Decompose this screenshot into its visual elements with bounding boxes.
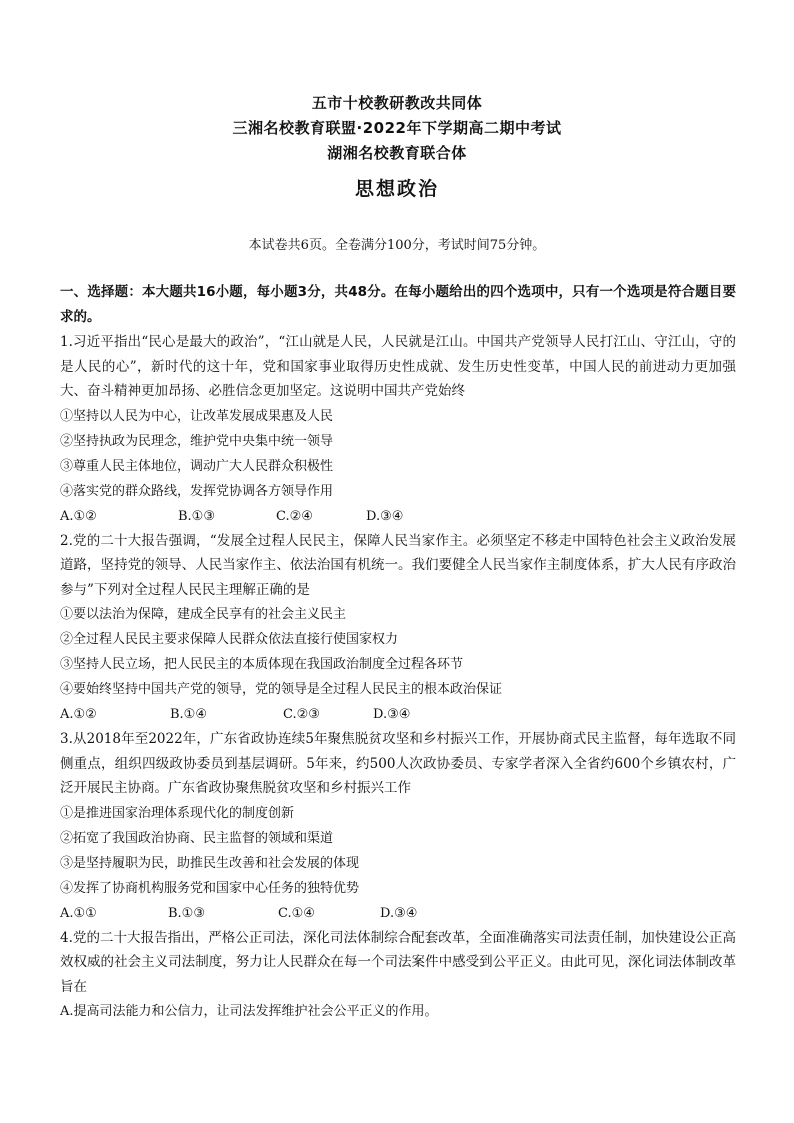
choice-d: D.③④ bbox=[380, 905, 418, 921]
header-line-3: 湖湘名校教育联合体 bbox=[327, 144, 467, 162]
choice-b: B.①④ bbox=[170, 707, 207, 722]
exam-body bbox=[60, 280, 736, 1024]
question-stem: 1.习近平指出“民心是最大的政治”，“江山就是人民，人民就是江山。中国共产党领导人民打江山、守江山，守的是人民的心”，新时代的这十年，党和国家事业取得历史性成就、发生历史性变革，中国人民的前进动力更加强大、奋斗精神更加昂扬、必胜信念更加坚定。这说明中国共产党始终 bbox=[60, 334, 736, 399]
choice-b: B.①③ bbox=[168, 905, 205, 921]
statement-option: ①坚持以人民为中心，让改革发展成果惠及人民 bbox=[60, 408, 334, 424]
statement-option: ③尊重人民主体地位，调动广大人民群众积极性 bbox=[60, 458, 334, 474]
statement-option: ②全过程人民民主要求保障人民群众依法直接行使国家权力 bbox=[60, 632, 399, 647]
question-stem: 2.党的二十大报告强调，“发展全过程人民民主，保障人民当家作主。必须坚定不移走中国特色社会主义政治发展道路，坚持党的领导、人民当家作主、依法治国有机统一。我们要健全人民当家作主制度体系，扩大人民有序政治参与”下列对全过程人民民主理解正确的是 bbox=[60, 532, 736, 598]
statement-option: ③是坚持履职为民，助推民生改善和社会发展的体现 bbox=[60, 855, 360, 871]
choice-d: D.③④ bbox=[366, 508, 404, 524]
choice-a-full: A.提高司法能力和公信力，让司法发挥维护社会公平正义的作用。 bbox=[60, 1004, 438, 1019]
choice-a: A.①① bbox=[60, 905, 97, 921]
answer-choices bbox=[60, 702, 736, 727]
subject-title: 思想政治 bbox=[354, 178, 439, 200]
header-line-1: 五市十校教研教改共同体 bbox=[311, 94, 483, 112]
question-1 bbox=[60, 330, 736, 529]
choice-b: B.①③ bbox=[178, 508, 215, 524]
section-title: 一、选择题：本大题共16小题，每小题3分，共48分。在每小题给出的四个选项中，只有一个选项是符合题目要求的。 bbox=[60, 284, 736, 325]
statement-option: ④落实党的群众路线，发挥党协调各方领导作用 bbox=[60, 483, 334, 499]
answer-choices bbox=[60, 901, 736, 926]
choice-d: D.③④ bbox=[373, 707, 411, 722]
choice-a: A.①② bbox=[60, 707, 97, 722]
exam-note: 本试卷共6页。全卷满分100分，考试时间75分钟。 bbox=[248, 238, 546, 253]
statement-option: ②拓宽了我国政治协商、民主监督的领域和渠道 bbox=[60, 830, 334, 846]
question-3 bbox=[60, 727, 736, 926]
statement-option: ①是推进国家治理体系现代化的制度创新 bbox=[60, 805, 295, 821]
choice-a: A.①② bbox=[60, 508, 97, 524]
statement-option: ③坚持人民立场，把人民民主的本质体现在我国政治制度全过程各环节 bbox=[60, 657, 464, 672]
choice-c: C.①④ bbox=[278, 905, 315, 921]
question-4 bbox=[60, 926, 736, 1025]
choice-c: C.②④ bbox=[276, 508, 313, 524]
question-stem: 4.党的二十大报告指出，严格公正司法，深化司法体制综合配套改革，全面准确落实司法责任制，加快建设公正高效权威的社会主义司法制度，努力让人民群众在每一个司法案件中感受到公平正义。由此可见，深化词法体制改革旨在 bbox=[60, 929, 736, 995]
question-stem: 3.从2018年至2022年，广东省政协连续5年聚焦脱贫攻坚和乡村振兴工作，开展协商式民主监督，每年选取不同侧重点，组织四级政协委员到基层调研。5年来，约500人次政协委员、专家学者深入全省约600个乡镇农村，广泛开展民主协商。广东省政协聚焦脱贫攻坚和乡村振兴工作 bbox=[60, 731, 736, 796]
header-line-2: 三湘名校教育联盟·2022年下学期高二期中考试 bbox=[232, 119, 562, 137]
statement-option: ④要始终坚持中国共产党的领导，党的领导是全过程人民民主的根本政治保证 bbox=[60, 682, 503, 697]
choice-c: C.②③ bbox=[283, 707, 320, 722]
statement-option: ②坚持执政为民理念，维护党中央集中统一领导 bbox=[60, 433, 334, 449]
question-2 bbox=[60, 529, 736, 728]
answer-choices bbox=[60, 504, 736, 529]
statement-option: ④发挥了协商机构服务党和国家中心任务的独特优势 bbox=[60, 880, 360, 896]
statement-option: ①要以法治为保障，建成全民享有的社会主义民主 bbox=[60, 607, 347, 622]
